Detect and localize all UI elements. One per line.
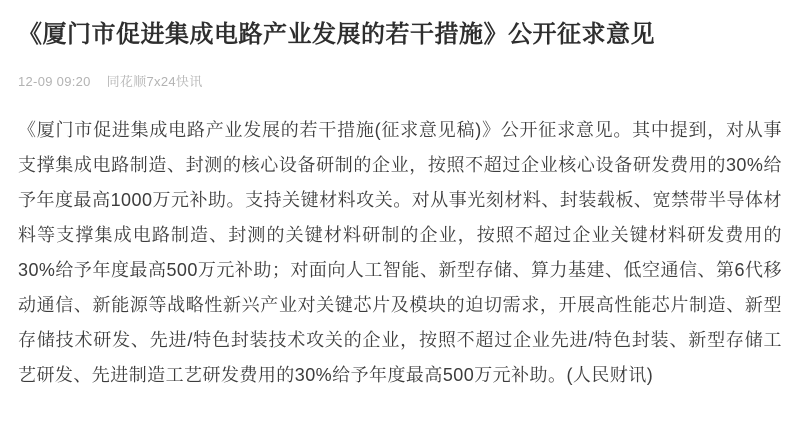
article-body-text: 《厦门市促进集成电路产业发展的若干措施(征求意见稿)》公开征求意见。其中提到，对从事支撑集成电路制造、封测的核心设备研制的企业，按照不超过企业核心设备研发费用的30%给予年度最高1000万元补助。支持关键材料攻关。对从事光刻材料、封装载板、宽禁带半导体材料等支撑集成电路制造、封测的关键材料研制的企业，按照不超过企业关键材料研发费用的30%给予年度最高500万元补助；对面向人工智能、新型存储、算力基建、低空通信、第6代移动通信、新能源等战略性新兴产业对关键芯片及模块的迫切需求，开展高性能芯片制造、新型存储技术研发、先进/特色封装技术攻关的企业，按照不超过企业先进/特色封装、新型存储工艺研发、先进制造工艺研发费用的30%给予年度最高500万元补助。(人民财讯) bbox=[18, 120, 782, 385]
publish-timestamp: 12-09 09:20 bbox=[18, 74, 91, 89]
article-meta bbox=[18, 71, 782, 90]
article-title: 《厦门市促进集成电路产业发展的若干措施》公开征求意见 bbox=[18, 21, 655, 48]
news-source-label: 同花顺7x24快讯 bbox=[106, 74, 203, 89]
